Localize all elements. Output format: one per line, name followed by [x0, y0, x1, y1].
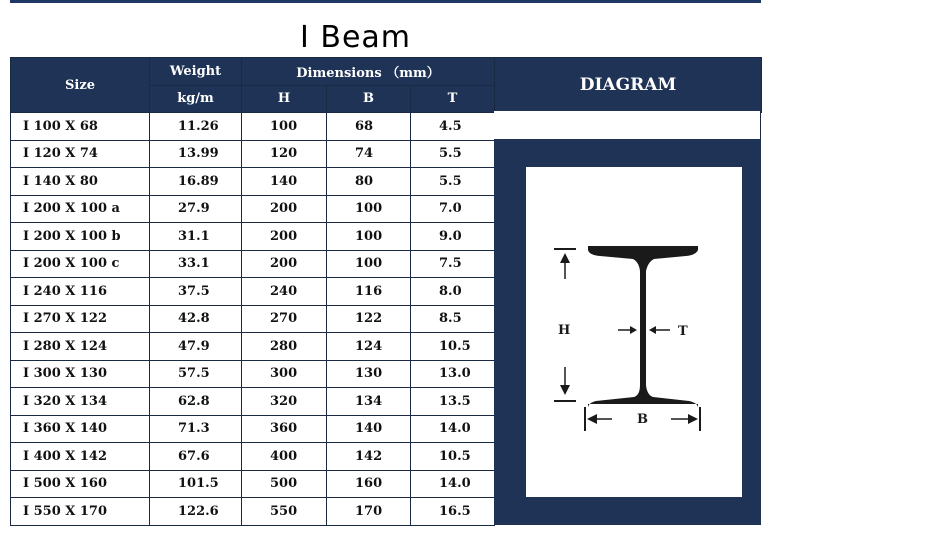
cell-weight: 27.9	[150, 195, 242, 223]
header-diagram: DIAGRAM	[495, 58, 762, 113]
cell-t: 16.5	[411, 498, 495, 526]
cell-weight: 42.8	[150, 305, 242, 333]
cell-size: I 500 X 160	[11, 470, 150, 498]
cell-t: 7.0	[411, 195, 495, 223]
cell-t: 13.5	[411, 388, 495, 416]
ibeam-diagram	[526, 167, 742, 497]
cell-b: 122	[327, 305, 411, 333]
cell-size: I 360 X 140	[11, 415, 150, 443]
cell-b: 100	[327, 223, 411, 251]
cell-b: 130	[327, 360, 411, 388]
cell-h: 120	[242, 140, 327, 168]
cell-h: 100	[242, 113, 327, 141]
cell-size: I 200 X 100 b	[11, 223, 150, 251]
b-arrow-left-head	[587, 414, 597, 424]
diagram-panel	[494, 139, 761, 525]
header-b: B	[327, 85, 411, 113]
cell-weight: 31.1	[150, 223, 242, 251]
cell-b: 170	[327, 498, 411, 526]
cell-weight: 122.6	[150, 498, 242, 526]
cell-h: 320	[242, 388, 327, 416]
cell-size: I 550 X 170	[11, 498, 150, 526]
cell-b: 80	[327, 168, 411, 196]
cell-weight: 33.1	[150, 250, 242, 278]
cell-weight: 16.89	[150, 168, 242, 196]
cell-h: 200	[242, 250, 327, 278]
cell-b: 142	[327, 443, 411, 471]
cell-weight: 47.9	[150, 333, 242, 361]
cell-h: 360	[242, 415, 327, 443]
cell-weight: 67.6	[150, 443, 242, 471]
cell-weight: 11.26	[150, 113, 242, 141]
cell-b: 160	[327, 470, 411, 498]
cell-weight: 101.5	[150, 470, 242, 498]
cell-b: 74	[327, 140, 411, 168]
cell-size: I 240 X 116	[11, 278, 150, 306]
diagram-label-b: B	[637, 412, 648, 427]
diagram-label-h: H	[558, 323, 571, 338]
cell-size: I 140 X 80	[11, 168, 150, 196]
cell-size: I 300 X 130	[11, 360, 150, 388]
cell-size: I 280 X 124	[11, 333, 150, 361]
t-arrow-right-head	[649, 326, 656, 334]
cell-h: 550	[242, 498, 327, 526]
cell-h: 200	[242, 223, 327, 251]
b-arrow-right-head	[688, 414, 698, 424]
cell-b: 134	[327, 388, 411, 416]
cell-t: 9.0	[411, 223, 495, 251]
cell-t: 8.5	[411, 305, 495, 333]
header-h: H	[242, 85, 327, 113]
cell-t: 8.0	[411, 278, 495, 306]
h-arrow-down-head	[560, 385, 570, 395]
cell-t: 4.5	[411, 113, 495, 141]
cell-size: I 120 X 74	[11, 140, 150, 168]
cell-h: 500	[242, 470, 327, 498]
cell-size: I 200 X 100 c	[11, 250, 150, 278]
header-weight: Weight	[150, 58, 242, 86]
cell-size: I 200 X 100 a	[11, 195, 150, 223]
cell-size: I 320 X 134	[11, 388, 150, 416]
cell-b: 124	[327, 333, 411, 361]
cell-t: 7.5	[411, 250, 495, 278]
cell-b: 100	[327, 195, 411, 223]
cell-size: I 270 X 122	[11, 305, 150, 333]
diagram-spacer	[494, 111, 761, 139]
cell-weight: 37.5	[150, 278, 242, 306]
cell-h: 300	[242, 360, 327, 388]
t-arrow-left-head	[630, 326, 637, 334]
header-weight-unit: kg/m	[150, 85, 242, 113]
cell-weight: 13.99	[150, 140, 242, 168]
cell-b: 100	[327, 250, 411, 278]
cell-weight: 62.8	[150, 388, 242, 416]
cell-weight: 71.3	[150, 415, 242, 443]
top-rule	[10, 0, 761, 3]
cell-t: 5.5	[411, 168, 495, 196]
cell-b: 140	[327, 415, 411, 443]
cell-t: 13.0	[411, 360, 495, 388]
cell-h: 400	[242, 443, 327, 471]
cell-b: 68	[327, 113, 411, 141]
h-arrow-up-head	[560, 253, 570, 263]
cell-h: 200	[242, 195, 327, 223]
cell-h: 270	[242, 305, 327, 333]
cell-t: 10.5	[411, 443, 495, 471]
cell-t: 14.0	[411, 415, 495, 443]
cell-size: I 100 X 68	[11, 113, 150, 141]
diagram-label-t: T	[678, 324, 688, 339]
cell-t: 14.0	[411, 470, 495, 498]
cell-h: 140	[242, 168, 327, 196]
cell-h: 280	[242, 333, 327, 361]
diagram-canvas	[526, 167, 742, 497]
header-dimensions: Dimensions （mm）	[242, 58, 495, 86]
header-t: T	[411, 85, 495, 113]
cell-t: 5.5	[411, 140, 495, 168]
cell-weight: 57.5	[150, 360, 242, 388]
cell-h: 240	[242, 278, 327, 306]
cell-t: 10.5	[411, 333, 495, 361]
page-title: I Beam	[300, 20, 412, 55]
header-size: Size	[11, 58, 150, 113]
cell-b: 116	[327, 278, 411, 306]
cell-size: I 400 X 142	[11, 443, 150, 471]
